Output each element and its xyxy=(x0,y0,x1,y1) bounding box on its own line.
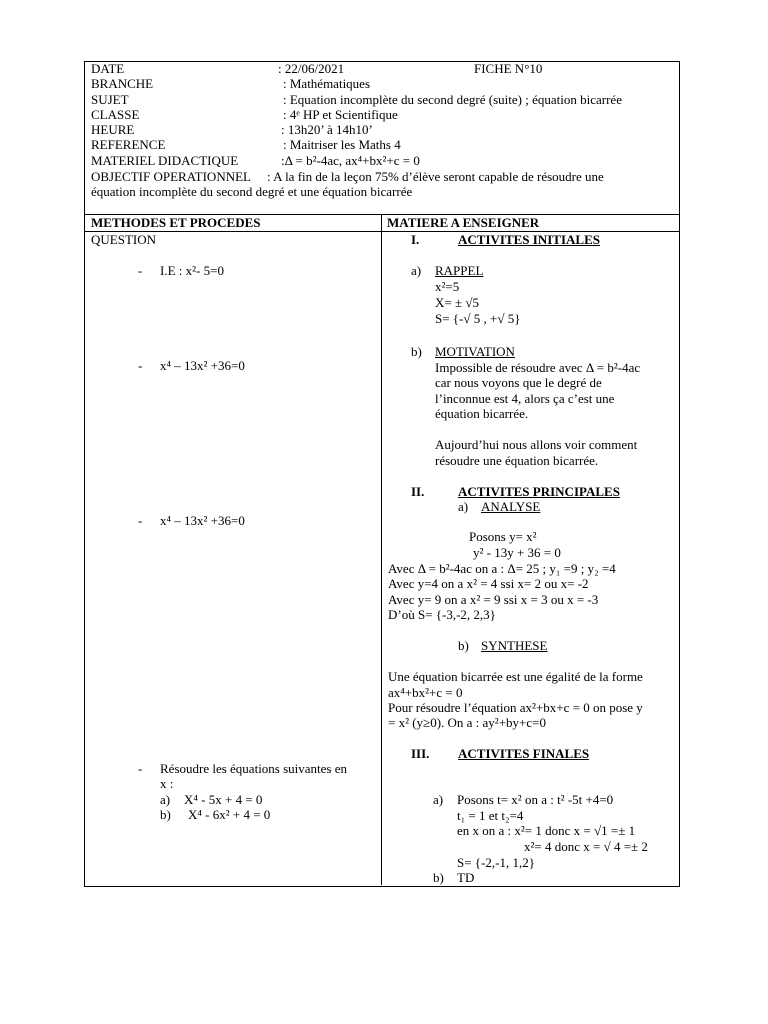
exercise-a-label: a) xyxy=(160,792,171,807)
question-bicarree-1: x⁴ – 13x² +36=0 xyxy=(160,358,245,373)
value-sujet: : Equation incomplète du second degré (suite) ; équation bicarrée xyxy=(283,92,622,107)
column-divider xyxy=(381,214,382,885)
value-reference: : Maitriser les Maths 4 xyxy=(283,137,401,152)
analyse-title: ANALYSE xyxy=(481,499,541,514)
motivation-line: Impossible de résoudre avec Δ = b²-4ac xyxy=(435,360,641,375)
section-2-number: II. xyxy=(411,484,425,499)
analyse-equation: y² - 13y + 36 = 0 xyxy=(473,545,561,560)
final-b-label: b) xyxy=(433,870,444,885)
label-date: DATE xyxy=(91,61,125,76)
section-3-title: ACTIVITES FINALES xyxy=(458,746,590,761)
section-2-title: ACTIVITES PRINCIPALES xyxy=(458,484,620,499)
section-3-number: III. xyxy=(411,746,430,761)
column-title-matiere: MATIERE A ENSEIGNER xyxy=(387,215,540,230)
exercise-instruction-line2: x : xyxy=(160,776,174,791)
exercise-b-label: b) xyxy=(160,807,171,822)
dash-bullet: - xyxy=(138,358,143,373)
final-line: x²= 4 donc x = √ 4 =± 2 xyxy=(524,839,648,854)
rappel-line: S= {-√ 5 , +√ 5} xyxy=(435,311,521,326)
label-branche: BRANCHE xyxy=(91,76,154,91)
final-b-td: TD xyxy=(457,870,475,885)
synthese-line: Une équation bicarrée est une égalité de la forme xyxy=(388,669,643,684)
section-1-number: I. xyxy=(411,232,420,247)
label-materiel: MATERIEL DIDACTIQUE xyxy=(91,153,239,168)
final-line: en x on a : x²= 1 donc x = √1 =± 1 xyxy=(457,823,636,838)
analyse-pose: Posons y= x² xyxy=(469,529,537,544)
analyse-line: Avec Δ = b²-4ac on a : Δ= 25 ; y₁ =9 ; y₂ =4 xyxy=(388,561,616,576)
synthese-title: SYNTHESE xyxy=(481,638,548,653)
rappel-label: a) xyxy=(411,263,422,278)
label-classe: CLASSE xyxy=(91,107,140,122)
label-heure: HEURE xyxy=(91,122,135,137)
value-heure: : 13h20’ à 14h10’ xyxy=(281,122,373,137)
exercise-b: X⁴ - 6x² + 4 = 0 xyxy=(188,807,271,822)
rappel-line: x²=5 xyxy=(435,279,460,294)
analyse-line: D’où S= {-3,-2, 2,3} xyxy=(388,607,496,622)
exercise-a: X⁴ - 5x + 4 = 0 xyxy=(184,792,263,807)
label-objectif: OBJECTIF OPERATIONNEL xyxy=(91,169,251,184)
final-line: t₁ = 1 et t₂=4 xyxy=(457,808,524,823)
dash-bullet: - xyxy=(138,263,143,278)
column-title-methodes: METHODES ET PROCEDES xyxy=(91,215,261,230)
motivation-line: équation bicarrée. xyxy=(435,406,529,421)
analyse-label: a) xyxy=(458,499,469,514)
value-objectif-line2: équation incomplète du second degré et une équation bicarrée xyxy=(91,184,413,199)
final-line: Posons t= x² on a : t² -5t +4=0 xyxy=(457,792,614,807)
motivation-line: car nous voyons que le degré de xyxy=(435,375,602,390)
value-date: : 22/06/2021 xyxy=(278,61,345,76)
final-solution: S= {-2,-1, 1,2} xyxy=(457,855,535,870)
value-objectif: : A la fin de la leçon 75% d’élève seront capable de résoudre une xyxy=(267,169,604,184)
value-materiel: :Δ = b²-4ac, ax⁴+bx²+c = 0 xyxy=(281,153,420,168)
motivation-line: l’inconnue est 4, alors ça c’est une xyxy=(435,391,615,406)
fiche-number: FICHE N°10 xyxy=(474,61,543,76)
exercise-instruction: Résoudre les équations suivantes en xyxy=(160,761,348,776)
dash-bullet: - xyxy=(138,513,143,528)
label-sujet: SUJET xyxy=(91,92,129,107)
motivation-line: Aujourd’hui nous allons voir comment xyxy=(435,437,638,452)
label-reference: REFERENCE xyxy=(91,137,166,152)
motivation-line: résoudre une équation bicarrée. xyxy=(435,453,599,468)
synthese-line: = x² (y≥0). On a : ay²+by+c=0 xyxy=(388,715,546,730)
synthese-line: ax⁴+bx²+c = 0 xyxy=(388,685,463,700)
value-classe: : 4ᵉ HP et Scientifique xyxy=(283,107,398,122)
motivation-title: MOTIVATION xyxy=(435,344,515,359)
value-branche: : Mathématiques xyxy=(283,76,371,91)
section-1-title: ACTIVITES INITIALES xyxy=(458,232,600,247)
dash-bullet: - xyxy=(138,761,143,776)
rappel-title: RAPPEL xyxy=(435,263,484,278)
synthese-line: Pour résoudre l’équation ax²+bx+c = 0 on pose y xyxy=(388,700,643,715)
analyse-line: Avec y=4 on a x² = 4 ssi x= 2 ou x= -2 xyxy=(388,576,589,591)
synthese-label: b) xyxy=(458,638,469,653)
motivation-label: b) xyxy=(411,344,422,359)
rappel-line: X= ± √5 xyxy=(435,295,479,310)
final-a-label: a) xyxy=(433,792,444,807)
question-bicarree-2: x⁴ – 13x² +36=0 xyxy=(160,513,245,528)
question-ie: I.E : x²- 5=0 xyxy=(160,263,224,278)
analyse-line: Avec y= 9 on a x² = 9 ssi x = 3 ou x = -3 xyxy=(388,592,599,607)
question-heading: QUESTION xyxy=(91,232,156,247)
